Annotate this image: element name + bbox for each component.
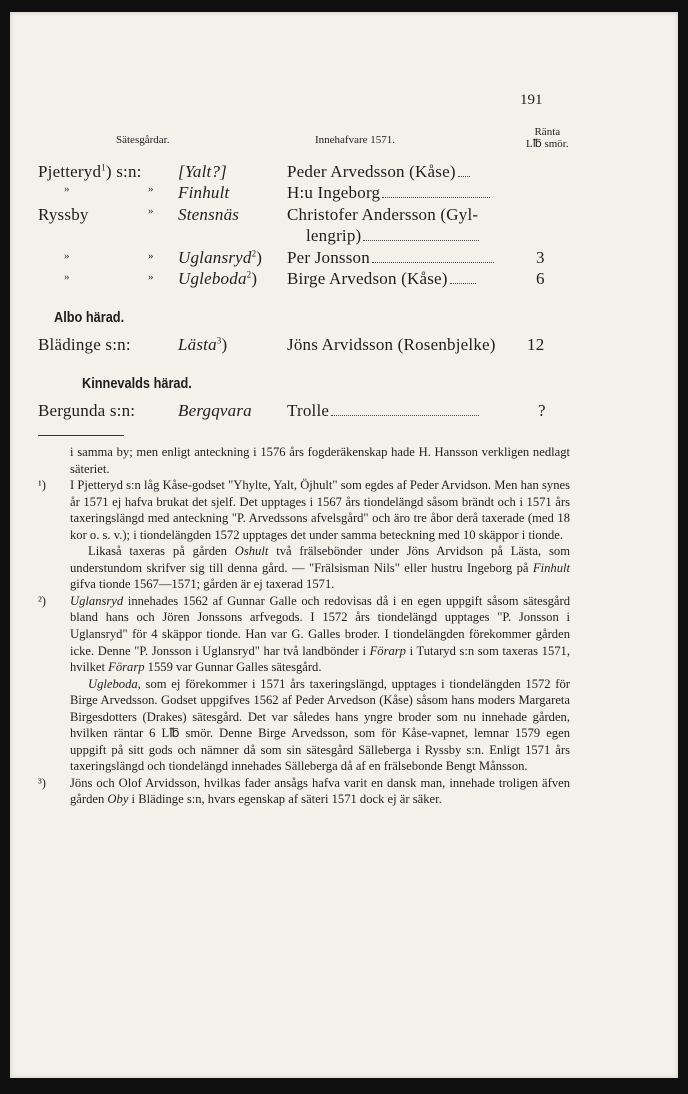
owner-name-cont: lengrip) (306, 226, 479, 246)
table-row (38, 162, 142, 182)
estate-name: Uglansryd$^2$) (178, 248, 263, 267)
estate-name: Finhult (178, 183, 230, 202)
footnote-2: ²) Uglansryd innehades 1562 af Gunnar Galle och redovisas då i en egen uppgift såsom sätesgård bland hans och Jören Jonssons arfvegods. I 1572 års tiondelängd upptages "P. Jonsson i Uglansryd" för 4 skäppor tionde. Han var G. Galles broder. I tiondelängden förekommer gården icke. Denne "P. Jonsson i Uglansryd" har två landbönder i Förarp i Tutaryd s:n som taxeras 1571, hvilket Förarp 1559 var Gunnar Galles sätesgård. (38, 593, 570, 675)
parish-name: Blädinge s:n: (38, 335, 131, 354)
column-header-rent (526, 126, 569, 150)
column-header-owners: Innehafvare 1571. (315, 134, 396, 146)
estate-name: Lästa$^3$) (178, 335, 228, 354)
rent-value: 12 (527, 335, 545, 354)
estate-name: Stensnäs (178, 205, 240, 224)
parish-name: Ryssby (38, 205, 89, 224)
footnotes (38, 444, 570, 808)
footnote-ref: 1 (101, 162, 106, 173)
footnote-1: ¹) I Pjetteryd s:n låg Kåse-godset "Yhylte, Yalt, Öjhult" som egdes af Peder Arvidson. Men han synes år 1571 ej hafva brukat det sjelf. Det upptages i 1567 års tiondelängd såsom brändt och i 1571 års taxeringslängd med anteckning "P. Arvedssons afvelsgård" och äro tre åbor derå taxerade (med 18 kor o. s. v.); i tiondelängden 1572 upptages det under samma beteckning med 10 skäppor i tionde. (38, 478, 570, 542)
owner-name: H:u Ingeborg (287, 183, 490, 203)
footnote-divider (38, 435, 124, 436)
footnote-1-paragraph: Likaså taxeras på gården Oshult två frälsebönder under Jöns Arvidson på Lästa, som understundom skrifver sig till denna gård. — "Frälsisman Nils" eller hustru Ingeborg på Finhult gifva tionde 1567—1571; gården är ej taxerad 1571. (70, 544, 570, 592)
ditto-mark: » (64, 183, 70, 195)
owner-name: Jöns Arvidsson (Rosenbjelke) (287, 335, 496, 354)
rent-value: ? (538, 401, 546, 420)
parish-name: Pjetteryd (38, 162, 102, 181)
column-header-estates: Sätesgårdar. (116, 134, 170, 146)
ditto-mark: » (64, 250, 70, 262)
owner-name: Christofer Andersson (Gyl- (287, 205, 479, 224)
ditto-mark: » (148, 205, 154, 217)
section-heading: Kinnevalds härad. (82, 375, 192, 392)
ditto-mark: » (64, 271, 70, 283)
parish-suffix: ) s:n: (105, 162, 142, 181)
ditto-mark: » (148, 250, 154, 262)
owner-name: Trolle (287, 401, 479, 421)
owner-name: Birge Arvedson (Kåse) (287, 269, 476, 289)
book-page (10, 12, 678, 1078)
section-heading: Albo härad. (54, 309, 125, 326)
estate-name: [Yalt?] (178, 162, 227, 181)
rent-unit: L℔ smör. (526, 138, 569, 150)
footnote-3: ³) Jöns och Olof Arvidsson, hvilkas fader ansågs hafva varit en dansk man, innehade troligen äfven gården Oby i Blädinge s:n, hvars egenskap af säteri 1571 dock ej är säker. (38, 775, 570, 807)
page-number: 191 (520, 92, 543, 108)
ditto-mark: » (148, 183, 154, 195)
footnote-intro: i samma by; men enligt anteckning i 1576 års fogderäkenskap hade H. Hansson verkligen nedlagt säteriet. (70, 445, 570, 476)
owner-name: Peder Arvedsson (Kåse) (287, 162, 470, 182)
footnote-2-paragraph: Ugleboda, som ej förekommer i 1571 års taxeringslängd, upptages i tiondelängden 1572 för Birge Arvedsson. Godset uppgifves 1562 af Peder Arvedson (Kåse) såsom hans moders Margareta Birgesdotters (Drakes) sätesgård. Det var således hans yngre broder som nu innehade gården, hvilken räntar 6 L℔ smör. Denne Birge Arvedsson, som för Kåse-vapnet, lemnar 1579 egen uppgift på sitt gods och nämner då som sin sätesgård Sälleberga i Ryssby s:n. Enligt 1571 års taxeringslängd och tiondelängd innehades Sälleberga då af en frälsebonde Bengt Månsson. (70, 676, 570, 774)
ditto-mark: » (148, 271, 154, 283)
estate-name: Ugleboda$^2$) (178, 269, 258, 288)
rent-label: Ränta (534, 126, 561, 138)
parish-name: Bergunda s:n: (38, 401, 136, 420)
estate-name: Bergqvara (178, 401, 252, 420)
owner-name: Per Jonsson (287, 248, 494, 268)
rent-value: 6 (536, 269, 545, 288)
rent-value: 3 (536, 248, 545, 267)
